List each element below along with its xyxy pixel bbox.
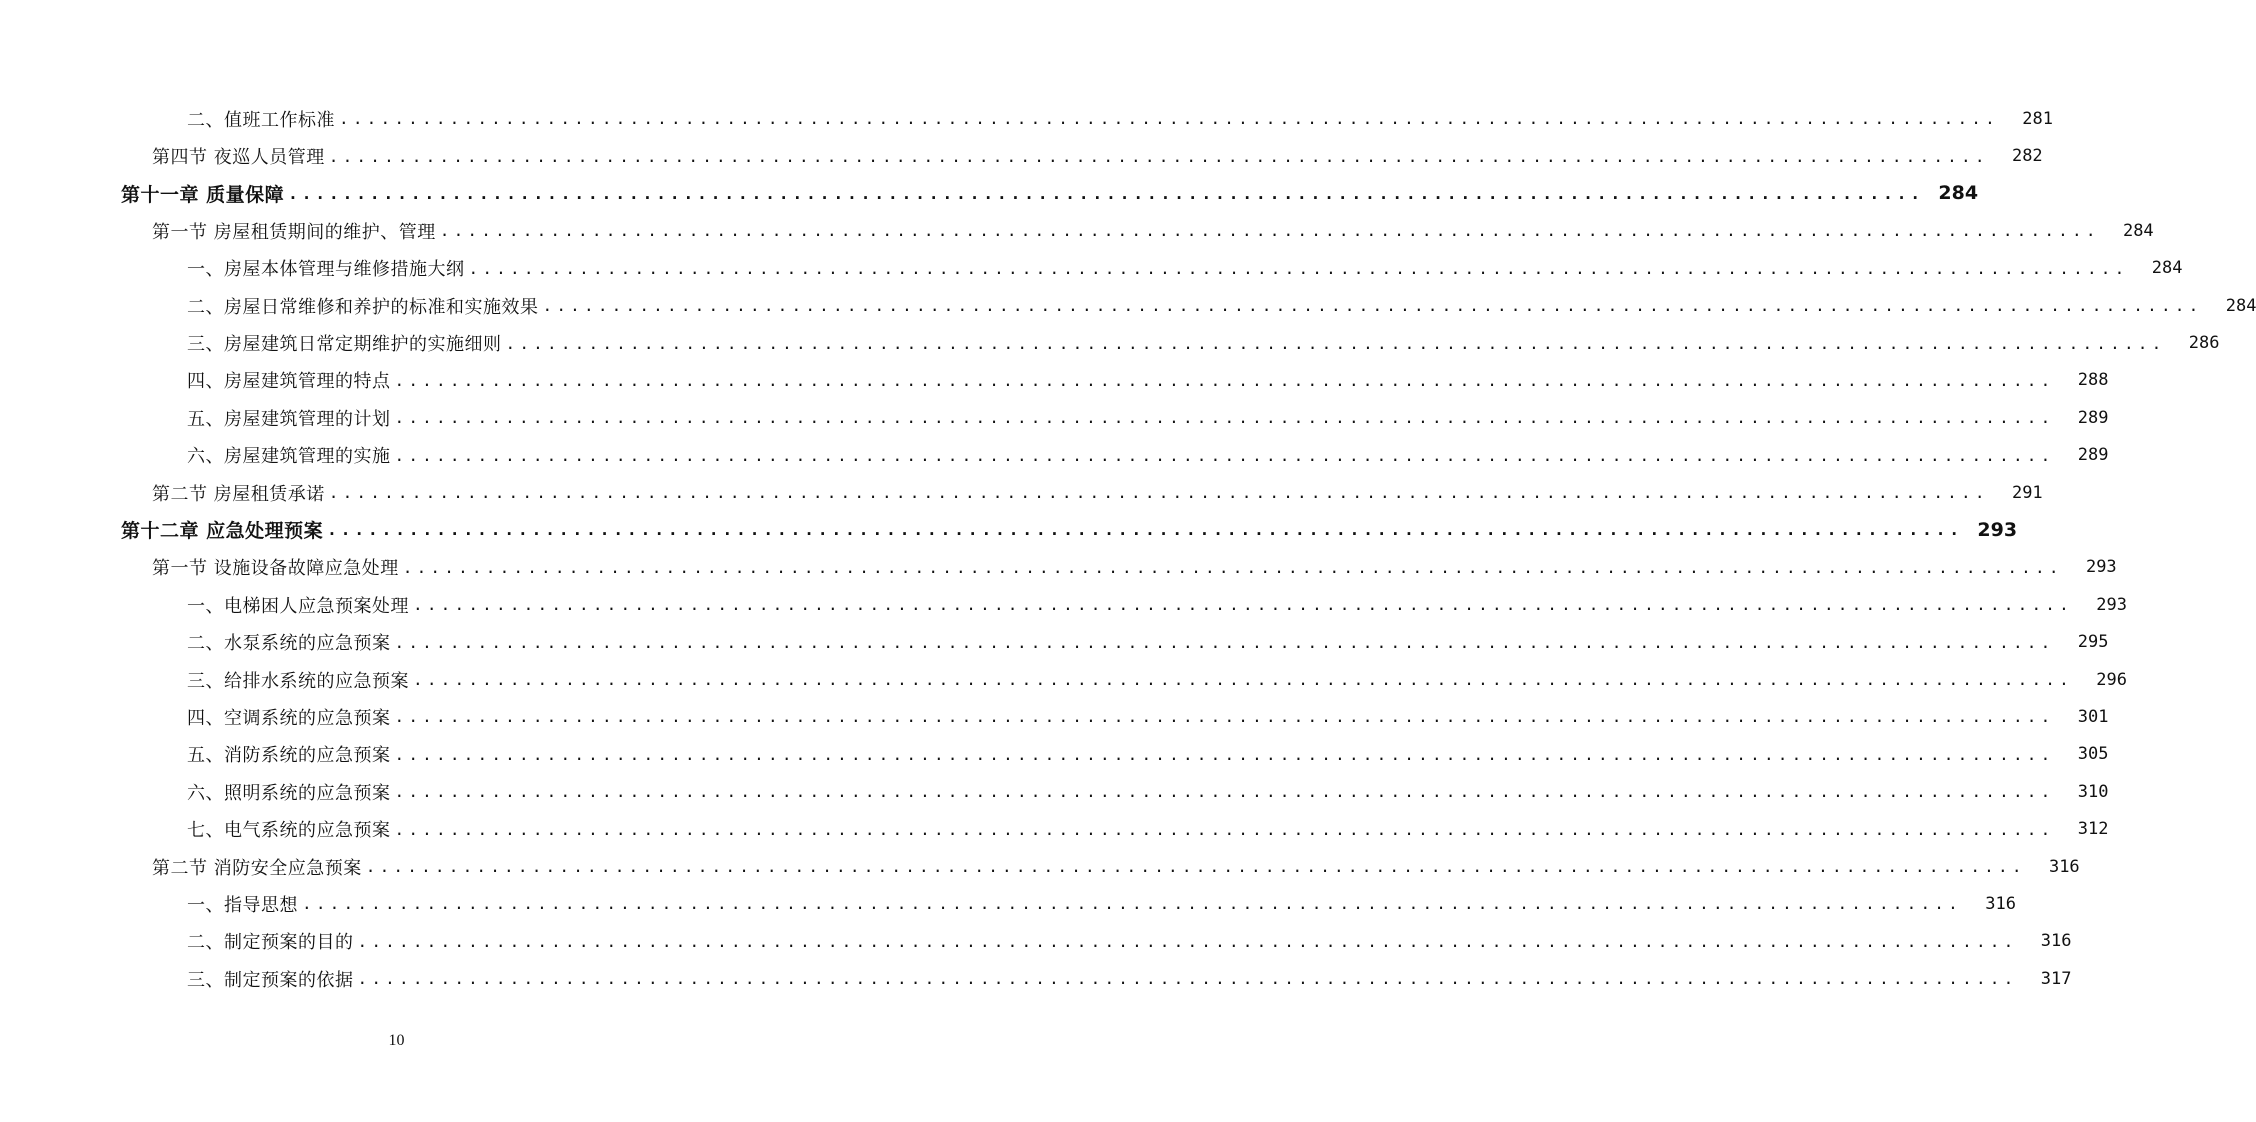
toc-section-row[interactable] xyxy=(0,474,2043,511)
toc-item-row[interactable] xyxy=(0,923,2072,960)
toc-entry-title: 第十一章 质量保障 xyxy=(121,183,285,206)
toc-page-number: 281 xyxy=(2022,108,2053,129)
toc-leader-dots: ........................................................................................................................ xyxy=(357,969,2018,989)
toc-entry-title: 第一节 设施设备故障应急处理 xyxy=(152,558,399,580)
toc-page-number: 282 xyxy=(2011,146,2043,167)
toc-leader-dots: ........................................................................................................................ xyxy=(365,857,2026,876)
toc-leader-dots: ........................................................................................................................ xyxy=(394,782,2055,802)
toc-item-row[interactable] xyxy=(0,885,2016,922)
toc-leader-dots: ........................................................................................................................ xyxy=(328,146,1989,166)
toc-entry-title: 一、房屋本体管理与维修措施大纲 xyxy=(187,259,465,281)
toc-item-row[interactable] xyxy=(0,399,2109,436)
toc-entry-title: 二、水泵系统的应急预案 xyxy=(187,633,391,655)
toc-item-row[interactable] xyxy=(0,661,2127,698)
toc-item-row[interactable] xyxy=(0,250,2183,287)
toc-page-number: 316 xyxy=(1985,893,2016,914)
toc-entry-title: 六、照明系统的应急预案 xyxy=(187,782,391,804)
toc-page-number: 284 xyxy=(2122,220,2154,241)
toc-entry-title: 第十二章 应急处理预案 xyxy=(121,520,324,543)
toc-item-row[interactable] xyxy=(0,810,2109,847)
toc-item-row[interactable] xyxy=(0,100,2053,137)
toc-leader-dots: ........................................................................................................................ xyxy=(394,744,2055,764)
toc-entry-title: 七、电气系统的应急预案 xyxy=(187,820,391,842)
toc-page-number: 288 xyxy=(2077,370,2109,391)
toc-page-number: 310 xyxy=(2077,781,2109,802)
toc-item-row[interactable] xyxy=(0,960,2072,997)
toc-item-row[interactable] xyxy=(0,698,2109,735)
toc-leader-dots: ........................................................................................................................ xyxy=(394,707,2055,727)
toc-page-number: 284 xyxy=(2151,258,2183,279)
toc-page-number: 296 xyxy=(2096,669,2127,690)
toc-page-number: 317 xyxy=(2040,968,2072,989)
toc-page-number: 284 xyxy=(1938,182,1979,205)
table-of-contents xyxy=(0,100,2256,997)
toc-leader-dots: ........................................................................................................................ xyxy=(394,445,2055,465)
toc-entry-title: 五、消防系统的应急预案 xyxy=(187,745,391,767)
toc-leader-dots: ........................................................................................................................ xyxy=(413,670,2073,690)
toc-entry-title: 二、制定预案的目的 xyxy=(187,932,354,954)
toc-section-row[interactable] xyxy=(0,137,2043,174)
toc-entry-title: 第四节 夜巡人员管理 xyxy=(152,147,325,169)
toc-entry-title: 六、房屋建筑管理的实施 xyxy=(187,446,391,468)
toc-leader-dots: ........................................................................................................................ xyxy=(357,931,2018,951)
toc-entry-title: 第一节 房屋租赁期间的维护、管理 xyxy=(152,221,436,243)
toc-item-row[interactable] xyxy=(0,324,2220,361)
toc-page-number: 284 xyxy=(2225,295,2256,316)
toc-leader-dots: ........................................................................................................................ xyxy=(542,296,2203,316)
toc-entry-title: 二、值班工作标准 xyxy=(187,109,335,131)
toc-leader-dots: ........................................................................................................................ xyxy=(394,408,2055,428)
toc-item-row[interactable] xyxy=(0,623,2109,660)
toc-page-number: 295 xyxy=(2077,632,2109,653)
toc-page-number: 305 xyxy=(2077,744,2109,765)
toc-leader-dots: ........................................................................................................................ xyxy=(402,557,2063,577)
toc-page-number: 289 xyxy=(2077,445,2109,466)
toc-page-number: 316 xyxy=(2040,931,2072,952)
toc-item-row[interactable] xyxy=(0,586,2127,623)
toc-leader-dots: ........................................................................................................................ xyxy=(327,520,1964,540)
toc-page-number: 293 xyxy=(2085,557,2117,578)
toc-leader-dots: ........................................................................................................................ xyxy=(302,894,1962,914)
toc-leader-dots: ........................................................................................................................ xyxy=(328,483,1989,503)
toc-page-number: 291 xyxy=(2011,482,2043,503)
toc-page-number: 289 xyxy=(2077,407,2109,428)
toc-entry-title: 第二节 房屋租赁承诺 xyxy=(152,483,325,505)
toc-item-row[interactable] xyxy=(0,362,2109,399)
toc-leader-dots: ........................................................................................................................ xyxy=(505,333,2166,353)
toc-page-number: 301 xyxy=(2077,706,2109,727)
toc-section-row[interactable] xyxy=(0,212,2154,249)
toc-entry-title: 五、房屋建筑管理的计划 xyxy=(187,408,391,430)
toc-item-row[interactable] xyxy=(0,287,2256,324)
toc-page-number: 293 xyxy=(2096,594,2127,615)
toc-entry-title: 三、制定预案的依据 xyxy=(187,969,354,991)
toc-page-number: 312 xyxy=(2077,819,2109,840)
toc-leader-dots: ........................................................................................................................ xyxy=(288,183,1925,203)
toc-entry-title: 四、房屋建筑管理的特点 xyxy=(187,371,391,393)
toc-entry-title: 一、指导思想 xyxy=(187,894,298,916)
toc-entry-title: 一、电梯困人应急预案处理 xyxy=(187,595,409,617)
toc-page-number: 293 xyxy=(1977,518,2018,541)
toc-leader-dots: ........................................................................................................................ xyxy=(394,632,2055,652)
toc-chapter-row[interactable] xyxy=(0,511,2018,548)
toc-chapter-row[interactable] xyxy=(0,175,1979,212)
toc-leader-dots: ........................................................................................................................ xyxy=(394,819,2055,839)
toc-entry-title: 二、房屋日常维修和养护的标准和实施效果 xyxy=(187,296,539,318)
toc-leader-dots: ........................................................................................................................ xyxy=(394,370,2055,390)
toc-leader-dots: ........................................................................................................................ xyxy=(468,258,2129,278)
toc-leader-dots: ........................................................................................................................ xyxy=(413,595,2073,615)
toc-page-number: 286 xyxy=(2188,333,2220,354)
toc-leader-dots: ........................................................................................................................ xyxy=(339,109,1999,129)
toc-entry-title: 三、房屋建筑日常定期维护的实施细则 xyxy=(187,334,502,356)
toc-section-row[interactable] xyxy=(0,848,2080,885)
toc-entry-title: 第二节 消防安全应急预案 xyxy=(152,857,362,879)
toc-leader-dots: ........................................................................................................................ xyxy=(439,221,2100,241)
toc-section-row[interactable] xyxy=(0,549,2117,586)
toc-item-row[interactable] xyxy=(0,437,2109,474)
toc-item-row[interactable] xyxy=(0,773,2109,810)
page-number: 10 xyxy=(388,1032,405,1049)
toc-page-number: 316 xyxy=(2048,856,2080,877)
toc-entry-title: 四、空调系统的应急预案 xyxy=(187,707,391,729)
toc-item-row[interactable] xyxy=(0,736,2109,773)
toc-entry-title: 三、给排水系统的应急预案 xyxy=(187,670,409,692)
